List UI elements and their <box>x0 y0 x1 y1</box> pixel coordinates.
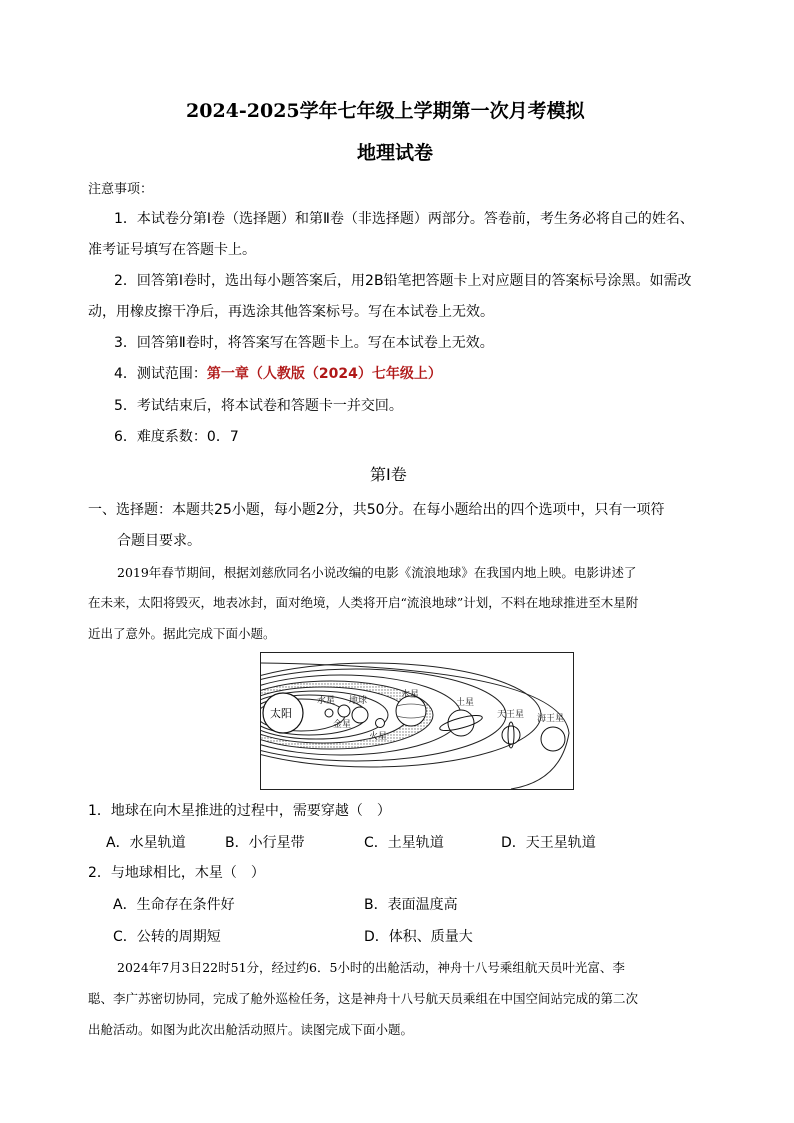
earth-label: 地球 <box>349 696 368 706</box>
mars <box>376 719 385 728</box>
notice-item-4-prefix: 4．测试范围： <box>114 366 207 382</box>
uranus-label: 天王星 <box>497 710 525 720</box>
question-1-stem: 1．地球在向木星推进的过程中，需要穿越（ ） <box>88 803 391 819</box>
question-1-option-a[interactable]: A．水星轨道 <box>106 835 186 851</box>
question-2-stem: 2．与地球相比，木星（ ） <box>88 865 265 881</box>
venus-label: 金星 <box>333 720 352 730</box>
passage-2-line-3: 出舱活动。如图为此次出舱活动照片。读图完成下面小题。 <box>88 1022 414 1037</box>
notice-item-5: 5．考试结束后，将本试卷和答题卡一并交回。 <box>114 398 403 414</box>
notice-item-6: 6．难度系数：0．7 <box>114 429 239 445</box>
passage-1-line-2: 在未来，太阳将毁灭，地表冰封，面对绝境，人类将开启“流浪地球”计划，不料在地球推进至木星附 <box>88 595 639 610</box>
question-1-option-b[interactable]: B．小行星带 <box>225 835 305 851</box>
notice-item-2-line-2: 动，用橡皮擦干净后，再选涂其他答案标号。写在本试卷上无效。 <box>88 304 494 320</box>
notice-item-1-line-2: 准考证号填写在答题卡上。 <box>88 242 256 258</box>
question-2-option-c[interactable]: C．公转的周期短 <box>113 929 221 945</box>
jupiter <box>396 696 426 726</box>
section-instructions-line-1: 一、选择题：本题共25小题，每小题2分，共50分。在每小题给出的四个选项中，只有一项符 <box>88 502 665 518</box>
exam-title: 2024-2025学年七年级上学期第一次月考模拟 <box>186 100 585 122</box>
neptune <box>541 727 565 751</box>
mercury-label: 水星 <box>317 696 336 706</box>
passage-2-line-2: 聪、李广苏密切协同，完成了舱外巡检任务，这是神舟十八号航天员乘组在中国空间站完成的第二次 <box>88 991 639 1006</box>
venus <box>338 705 350 717</box>
question-1-option-d[interactable]: D．天王星轨道 <box>501 835 596 851</box>
sun-label: 太阳 <box>270 707 292 720</box>
section-instructions-line-2: 合题目要求。 <box>117 533 201 549</box>
notice-item-4 <box>114 363 442 383</box>
notice-item-1-line-1: 1．本试卷分第Ⅰ卷（选择题）和第Ⅱ卷（非选择题）两部分。答卷前，考生务必将自己的姓名、 <box>114 211 694 227</box>
notice-item-4-scope: 第一章（人教版（2024）七年级上） <box>206 366 442 382</box>
passage-1-line-1: 2019年春节期间，根据刘慈欣同名小说改编的电影《流浪地球》在我国内地上映。电影讲述了 <box>117 565 637 580</box>
neptune-label: 海王星 <box>537 714 565 724</box>
mercury <box>325 709 333 717</box>
saturn-label: 土星 <box>456 698 475 708</box>
earth <box>352 707 368 723</box>
solar-system-diagram <box>260 652 574 790</box>
jupiter-label: 木星 <box>401 690 420 700</box>
passage-2-line-1: 2024年7月3日22时51分，经过约6．5小时的出舱活动，神舟十八号乘组航天员叶光富、李 <box>117 960 625 975</box>
question-1-option-c[interactable]: C．土星轨道 <box>364 835 444 851</box>
question-2-option-a[interactable]: A．生命存在条件好 <box>113 897 235 913</box>
exam-subtitle: 地理试卷 <box>357 142 434 164</box>
question-2-option-b[interactable]: B．表面温度高 <box>364 897 458 913</box>
saturn <box>448 710 474 736</box>
uranus <box>502 726 520 744</box>
mars-label: 火星 <box>369 732 388 742</box>
notice-heading: 注意事项： <box>88 182 154 197</box>
passage-1-line-3: 近出了意外。据此完成下面小题。 <box>88 626 276 641</box>
notice-item-3: 3．回答第Ⅱ卷时，将答案写在答题卡上。写在本试卷上无效。 <box>114 335 494 351</box>
notice-item-2-line-1: 2．回答第Ⅰ卷时，选出每小题答案后，用2B铅笔把答题卡上对应题目的答案标号涂黑。如需改 <box>114 273 692 289</box>
question-2-option-d[interactable]: D．体积、质量大 <box>364 929 473 945</box>
section-title: 第Ⅰ卷 <box>370 465 407 484</box>
